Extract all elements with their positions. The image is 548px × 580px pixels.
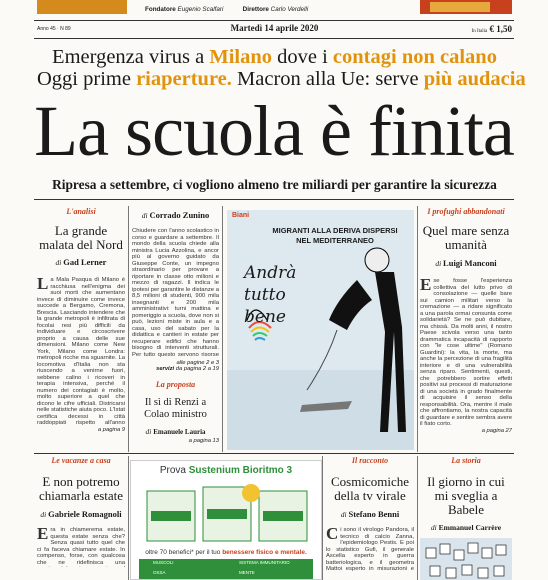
ad-tagline-a: oltre 70 benefici* per il tuo (145, 549, 223, 556)
page-reference-3: a pagina 13 (188, 438, 219, 444)
drop-cap: C (326, 527, 339, 543)
article-title: Il giorno in cui mi sveglia a Babele (427, 474, 505, 517)
ad-product-boxes (145, 481, 309, 545)
ad-mente: MENTE (239, 570, 255, 575)
section-label: La storia (451, 456, 481, 465)
price (472, 24, 512, 34)
author: Stefano Benni (348, 509, 400, 519)
byline (420, 523, 512, 532)
cartoon-label: Biani (232, 212, 250, 219)
top-right-banner (420, 0, 512, 14)
founders-line (145, 6, 308, 13)
byline-prefix: di (430, 523, 437, 532)
bottom-rule (34, 453, 514, 454)
article-title: E non potremo chiamarla estate (38, 474, 124, 503)
ad-product-name: Sustenium Bioritmo 3 (188, 465, 293, 476)
ad-benefits-strip (139, 559, 313, 579)
column-story (326, 456, 414, 573)
byline (326, 509, 414, 519)
article-body (420, 278, 512, 428)
author: Gad Lerner (63, 257, 107, 267)
column-babel (420, 456, 512, 580)
director-name: Carlo Verdelli (270, 6, 309, 13)
byline-prefix: di (55, 258, 62, 267)
section-label: Le vacanze a casa (51, 456, 111, 465)
divider-2 (222, 206, 223, 452)
article-text: a Mala Pasqua di Milano è racchiusa nell'enigma dei suoi morti che aumentano invece di diminuire come invece succede a Bergamo, Cremona, Brescia. Lasciando intendere che la grande metropoli è infiltrata di focolai resi più difficili da individuare e circoscrivere proprio a causa delle sue dimensioni. Milano come New York, Milano come Londra: metropoli ricche ma sguarnite. La locomotiva d'Italia non sta riuscendo a venirne fuori, sebbene calino i ricoveri in terapia intensiva, perché il numero dei contagiati è molto, molto superiore a quel che dicono le cifre ufficiali. Districarsi nelle statistiche aiuta poco. L'Istat certifica decessi in città raddoppiati rispetto all'anno (37, 277, 125, 426)
top-left-banner (37, 0, 127, 14)
section-label: L'analisi (66, 207, 96, 216)
column-lead (132, 210, 219, 444)
page-reference-1: alle pagine 2 e 3 (176, 360, 219, 366)
article-title: Cosmicomiche della tv virale (331, 474, 409, 503)
article-body (37, 527, 125, 567)
headline-2-part-d: più audacia (423, 68, 526, 90)
services-pages: da pagina 2 a 19 (175, 366, 219, 372)
ad-sistema: SISTEMA IMMUNITARIO (239, 560, 290, 565)
subhead-rule (34, 199, 514, 200)
byline (132, 210, 219, 220)
article-title: Il sì di Renzi a Colao ministro (144, 397, 207, 420)
founder-name: Eugenio Scalfari (177, 6, 224, 13)
byline-prefix: di (340, 510, 347, 519)
headline-2-part-a: Oggi prime (37, 68, 137, 90)
byline-prefix: di (40, 510, 47, 519)
column-analysis (37, 207, 125, 433)
ad-tagline-b: benessere fisico e mentale. (222, 549, 307, 556)
author: Corrado Zunino (149, 210, 210, 220)
article-title: Quel mare senza umanità (422, 223, 510, 252)
article-body: Chiudere con l'anno scolastico in corso e guardare a settembre. Il mondo della scuola chiede alla ministra Lucia Azzolina, e ancor più al governo guidato da Giuseppe Conte, un impegno straordinario per provare a riportare in classe otto milioni e mezzo di ragazzi. Il indica le ipotesi per garantire le distanze a 8,5 milioni di studenti, 900 mila insegnanti e 200 mila amministrativi: turni mattina e pomeriggio a scuola, dove non si può, lezioni miste in aula e a casa, uso del sabato per la didattica e cantieri in estate per recuperare edifici che hanno bisogno di interventi strutturali. Per tutto questo servono risorse (132, 228, 219, 358)
author: Gabriele Romagnoli (48, 509, 122, 519)
advertisement[interactable] (130, 460, 322, 580)
date: Martedì 14 aprile 2020 (230, 23, 319, 33)
article-body (37, 277, 125, 427)
drop-cap: L (37, 277, 49, 293)
ad-title (131, 465, 321, 476)
ad-title-prefix: Prova (159, 465, 189, 476)
column-refugees (420, 207, 512, 434)
article-text: i sono il virologo Pandora, il tecnico di calcio Zanna, l'epidemiologo Pestis. E poi lo statistico Gufi, il generale Ascella esperto in guerra batteriologica, e il geometra Mattoi esperto in misurazioni e (326, 527, 414, 572)
headline-line-2 (37, 68, 526, 90)
page-reference: a pagina 27 (481, 428, 512, 434)
section-label: I profughi abbandonati (427, 207, 505, 216)
cartoon-illustration (227, 210, 414, 450)
babel-illustration (420, 538, 512, 580)
main-headline: La scuola è finita (34, 91, 514, 171)
page-reference-2 (132, 366, 219, 372)
headline-2-part-c: Macron alla Ue: serve (231, 68, 424, 90)
byline-2 (132, 427, 219, 436)
divider-bottom-1 (128, 456, 129, 580)
price-value: € 1,50 (489, 24, 512, 34)
drop-cap: E (420, 278, 432, 294)
article-body (326, 527, 414, 573)
divider-bottom-3 (417, 456, 418, 580)
headline-1-part-d: contagi non calano (332, 46, 497, 68)
byline (420, 258, 512, 268)
director-label: Direttore (242, 6, 269, 13)
cartoon-caption: MIGRANTI ALLA DERIVA DISPERSI NEL MEDITERRANEO (272, 226, 398, 245)
divider-1 (128, 206, 129, 452)
column-summer (37, 456, 125, 567)
ad-muscoli: MUSCOLI (153, 560, 174, 565)
divider-bottom-2 (322, 456, 323, 580)
byline-prefix: di (435, 259, 442, 268)
author: Luigi Manconi (443, 258, 497, 268)
article-text: se fosse l'esperienza collettiva del lutto privo di consolazione — quelle bare sui camion militari verso la cremazione — a ridare significato a una parola ormai consunta come solidarietà? Se ne può dubitare, ma chissà. Da molti anni, il nostro Paese scivola verso una tanto drammatica incapacità di rapporto con "le cose ultime" (Romano Guardini): la vita, la morte, ma anche la percezione di una fragilità interiore e di una vulnerabilità senza riparo. Sentimenti, questi, che potrebbero sortire effetti positivi sui processi di maturazione di una società in grado finalmente di acquisire il senso della responsabilità. Ora, mentre il male che affrontiamo, la nostra capacità di guardare e sentire sembra avere il fiato corto. (420, 278, 512, 427)
page-reference: a pagina 9 (97, 427, 125, 433)
author: Emanuele Lauria (153, 428, 206, 436)
headline-1-part-b: Milano (209, 46, 272, 68)
article-text: ra in chiamerema estate, questa estate senza che? Senza quasi tutto quel che ci fa faceva chiamare estate. In compenso, forse, con qualcosa che ne ridefinisca una (37, 527, 125, 566)
headline-1-part-c: dove i (272, 46, 333, 68)
section-label: Il racconto (351, 456, 389, 465)
byline-prefix: di (145, 427, 152, 436)
author: Emmanuel Carrère (438, 523, 502, 532)
subheadline: Ripresa a settembre, ci vogliono almeno tre miliardi per garantire la sicurezza (52, 177, 497, 192)
cartoon (227, 210, 414, 450)
headline-1-part-a: Emergenza virus a (52, 46, 210, 68)
founder-label: Fondatore (145, 6, 176, 13)
top-rule (34, 20, 514, 21)
divider-3 (417, 206, 418, 452)
price-label: In Italia (471, 29, 488, 34)
article-title: La grande malata del Nord (39, 223, 123, 252)
byline (37, 257, 125, 267)
ad-ossa: OSSA (153, 570, 166, 575)
section-label: La proposta (155, 380, 196, 389)
dateline-rule (34, 38, 514, 39)
services-label: servizi (156, 366, 175, 372)
drop-cap: E (37, 527, 49, 543)
ad-tagline (131, 549, 321, 556)
headline-2-part-b: riaperture. (136, 68, 232, 90)
byline-prefix: di (141, 211, 148, 220)
byline (37, 509, 125, 519)
cartoon-handwritten-text: Andrà tutto bene (244, 263, 297, 327)
headline-line-1 (37, 46, 512, 68)
dateline (37, 22, 512, 36)
issue-number: Anno 45 · N 89 (37, 26, 71, 32)
